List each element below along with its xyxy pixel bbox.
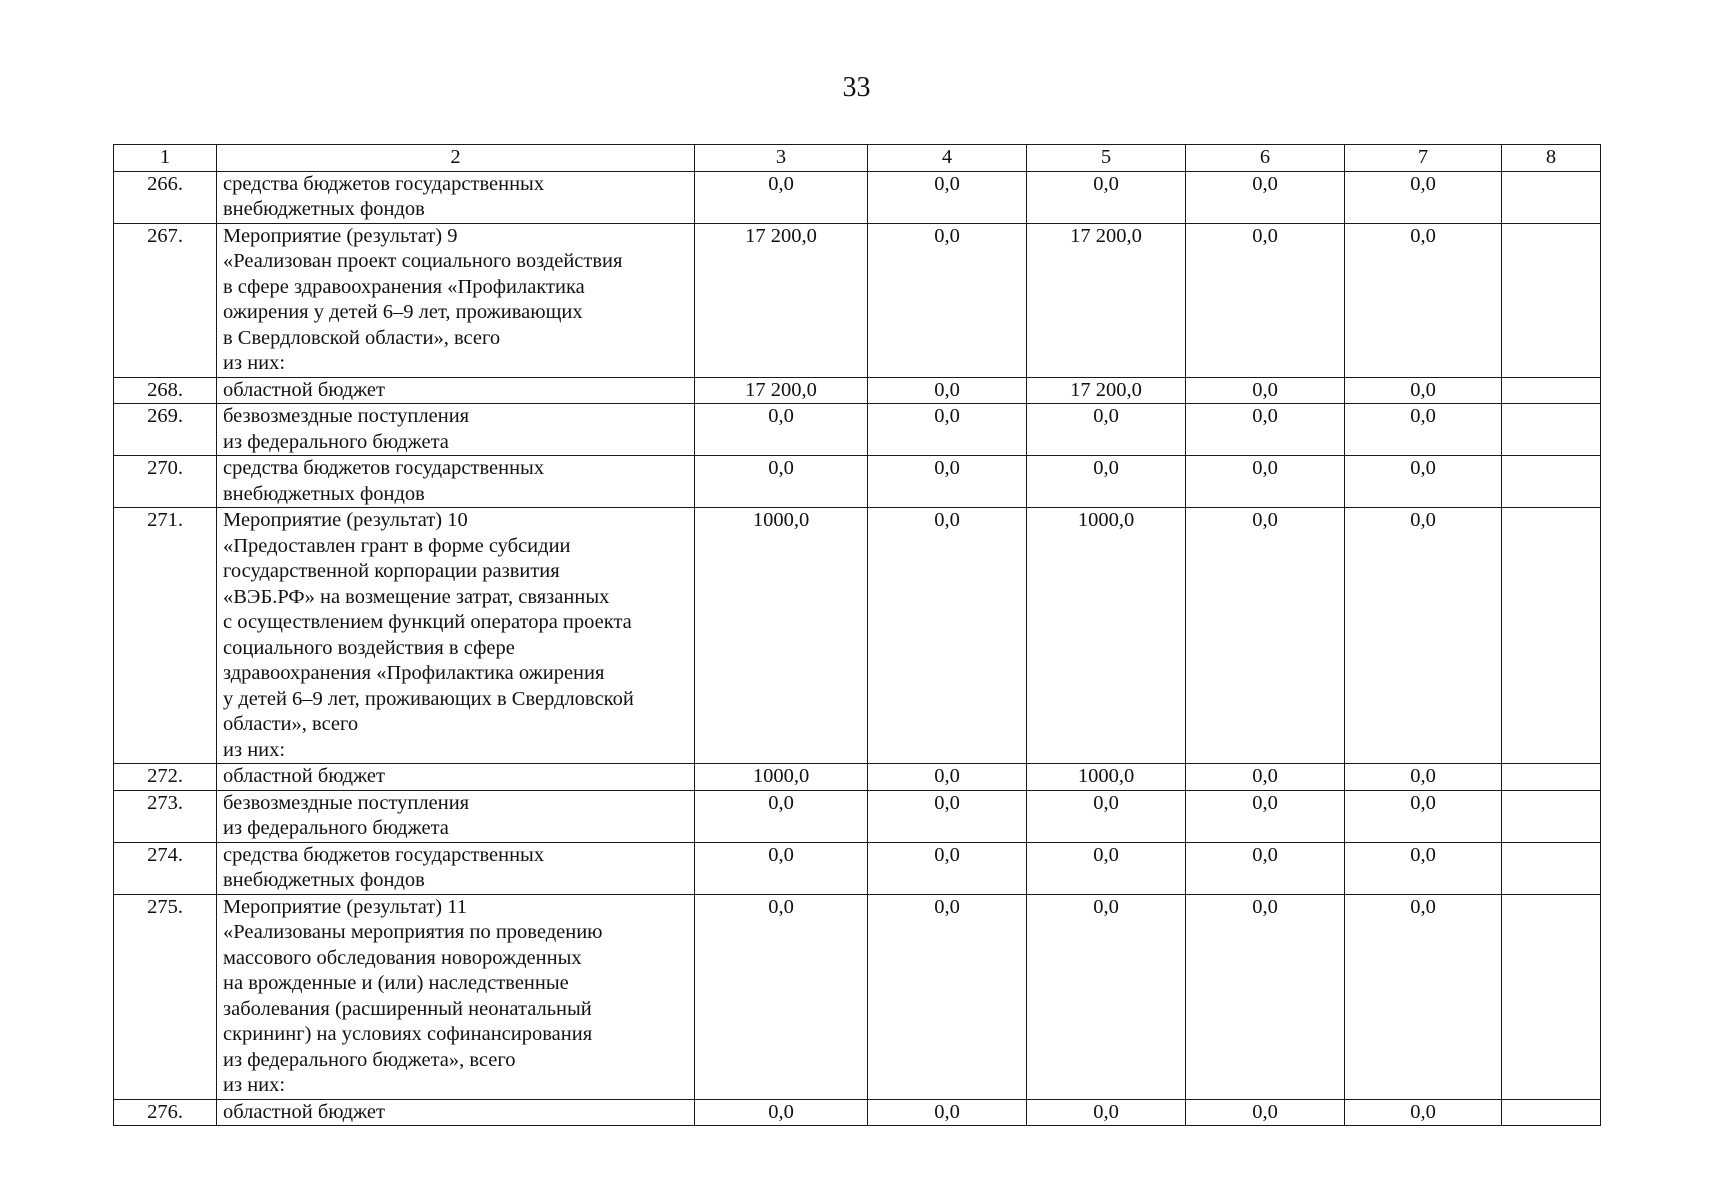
cell-col5: 0,0 [1027,842,1186,894]
cell-col7: 0,0 [1345,223,1502,377]
cell-col7: 0,0 [1345,508,1502,764]
cell-col5: 17 200,0 [1027,223,1186,377]
table-row [114,377,1601,404]
row-description: безвозмездные поступления из федерального бюджета [217,404,695,456]
cell-col6: 0,0 [1186,508,1345,764]
cell-col3: 17 200,0 [695,377,868,404]
cell-col8 [1502,764,1601,791]
cell-col3: 0,0 [695,404,868,456]
cell-col6: 0,0 [1186,1099,1345,1126]
row-number: 267. [114,223,217,377]
cell-col7: 0,0 [1345,404,1502,456]
row-description: средства бюджетов государственных внебюджетных фондов [217,456,695,508]
cell-col5: 0,0 [1027,404,1186,456]
cell-col4: 0,0 [868,404,1027,456]
cell-col4: 0,0 [868,1099,1027,1126]
cell-col3: 0,0 [695,1099,868,1126]
row-description: Мероприятие (результат) 9 «Реализован проект социального воздействия в сфере здравоохранения «Профилактика ожирения у детей 6–9 лет, проживающих в Свердловской области», всего из них: [217,223,695,377]
cell-col6: 0,0 [1186,764,1345,791]
row-number: 269. [114,404,217,456]
cell-col6: 0,0 [1186,377,1345,404]
cell-col6: 0,0 [1186,223,1345,377]
column-header-4: 4 [868,145,1027,172]
table-row [114,842,1601,894]
cell-col8 [1502,171,1601,223]
cell-col3: 1000,0 [695,764,868,791]
cell-col6: 0,0 [1186,894,1345,1099]
cell-col4: 0,0 [868,456,1027,508]
column-header-8: 8 [1502,145,1601,172]
cell-col7: 0,0 [1345,377,1502,404]
cell-col4: 0,0 [868,223,1027,377]
cell-col3: 0,0 [695,790,868,842]
cell-col3: 17 200,0 [695,223,868,377]
row-number: 273. [114,790,217,842]
cell-col8 [1502,223,1601,377]
cell-col4: 0,0 [868,508,1027,764]
cell-col8 [1502,790,1601,842]
cell-col7: 0,0 [1345,171,1502,223]
cell-col5: 0,0 [1027,790,1186,842]
row-number: 276. [114,1099,217,1126]
table-row [114,404,1601,456]
column-header-5: 5 [1027,145,1186,172]
cell-col5: 17 200,0 [1027,377,1186,404]
cell-col7: 0,0 [1345,790,1502,842]
row-number: 270. [114,456,217,508]
cell-col4: 0,0 [868,764,1027,791]
cell-col4: 0,0 [868,377,1027,404]
cell-col7: 0,0 [1345,1099,1502,1126]
cell-col5: 0,0 [1027,1099,1186,1126]
cell-col8 [1502,842,1601,894]
row-number: 268. [114,377,217,404]
cell-col7: 0,0 [1345,842,1502,894]
cell-col3: 1000,0 [695,508,868,764]
row-number: 274. [114,842,217,894]
table-row [114,1099,1601,1126]
cell-col3: 0,0 [695,456,868,508]
cell-col7: 0,0 [1345,456,1502,508]
cell-col8 [1502,404,1601,456]
cell-col5: 0,0 [1027,171,1186,223]
cell-col3: 0,0 [695,171,868,223]
cell-col6: 0,0 [1186,404,1345,456]
cell-col8 [1502,894,1601,1099]
cell-col3: 0,0 [695,842,868,894]
table-row [114,894,1601,1099]
row-description: областной бюджет [217,764,695,791]
table-row [114,790,1601,842]
row-number: 271. [114,508,217,764]
cell-col7: 0,0 [1345,764,1502,791]
row-description: областной бюджет [217,1099,695,1126]
row-description: средства бюджетов государственных внебюджетных фондов [217,171,695,223]
cell-col3: 0,0 [695,894,868,1099]
cell-col4: 0,0 [868,790,1027,842]
cell-col6: 0,0 [1186,790,1345,842]
column-header-2: 2 [217,145,695,172]
cell-col5: 0,0 [1027,456,1186,508]
cell-col4: 0,0 [868,842,1027,894]
row-description: Мероприятие (результат) 11 «Реализованы мероприятия по проведению массового обследования новорожденных на врожденные и (или) наследственные заболевания (расширенный неонатальный скрининг) на условиях софинансирования из федерального бюджета», всего из них: [217,894,695,1099]
cell-col8 [1502,456,1601,508]
cell-col5: 1000,0 [1027,764,1186,791]
cell-col6: 0,0 [1186,842,1345,894]
header-row [114,145,1601,172]
row-description: безвозмездные поступления из федерального бюджета [217,790,695,842]
cell-col4: 0,0 [868,171,1027,223]
column-header-1: 1 [114,145,217,172]
row-number: 266. [114,171,217,223]
row-number: 275. [114,894,217,1099]
row-description: областной бюджет [217,377,695,404]
table-row [114,223,1601,377]
cell-col8 [1502,508,1601,764]
column-header-6: 6 [1186,145,1345,172]
cell-col8 [1502,377,1601,404]
row-number: 272. [114,764,217,791]
cell-col7: 0,0 [1345,894,1502,1099]
row-description: средства бюджетов государственных внебюджетных фондов [217,842,695,894]
table-row [114,456,1601,508]
cell-col6: 0,0 [1186,171,1345,223]
cell-col8 [1502,1099,1601,1126]
column-header-3: 3 [695,145,868,172]
budget-table [113,144,1601,1126]
cell-col4: 0,0 [868,894,1027,1099]
row-description: Мероприятие (результат) 10 «Предоставлен грант в форме субсидии государственной корпорации развития «ВЭБ.РФ» на возмещение затрат, связанных с осуществлением функций оператора проекта социального воздействия в сфере здравоохранения «Профилактика ожирения у детей 6–9 лет, проживающих в Свердловской области», всего из них: [217,508,695,764]
column-header-7: 7 [1345,145,1502,172]
cell-col5: 1000,0 [1027,508,1186,764]
cell-col6: 0,0 [1186,456,1345,508]
cell-col5: 0,0 [1027,894,1186,1099]
page-number: 33 [842,72,871,103]
table-row [114,171,1601,223]
table-row [114,764,1601,791]
table-row [114,508,1601,764]
